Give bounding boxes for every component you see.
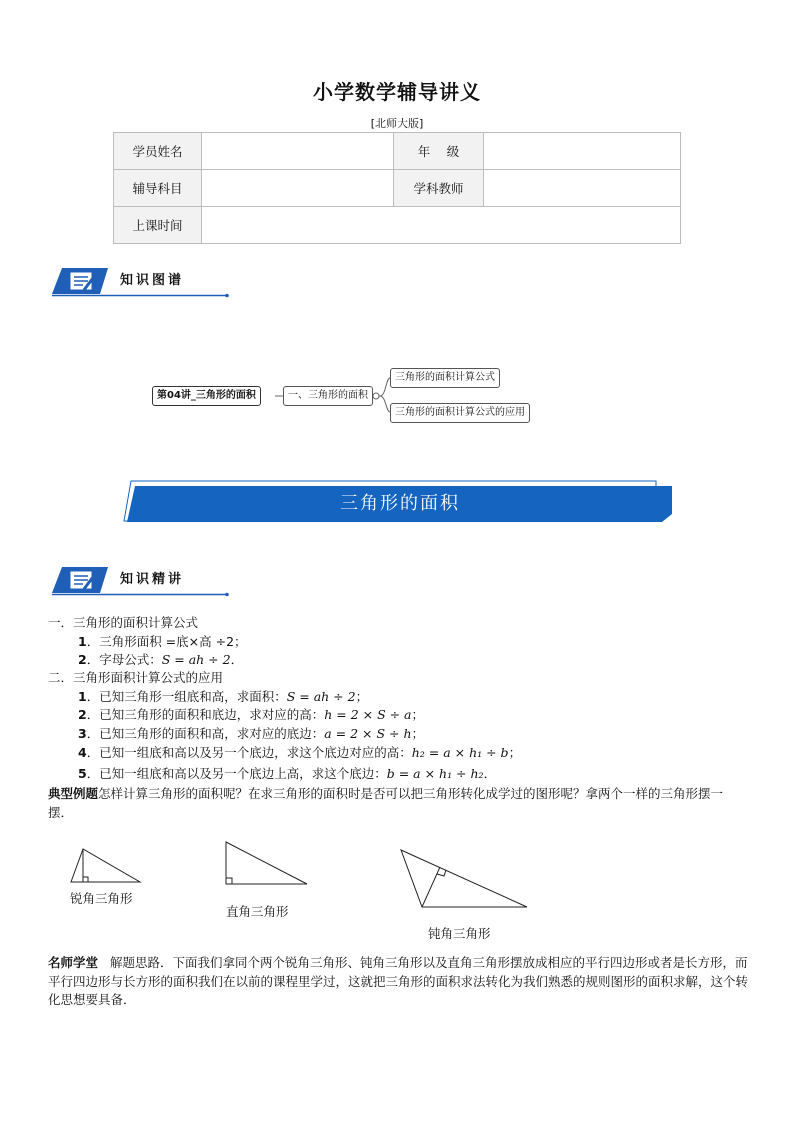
part2-item-4: 4．已知一组底和高以及另一个底边，求这个底边对应的高：h₂ = a × h₁ ÷ b； — [78, 745, 522, 760]
class-time-field[interactable] — [202, 207, 681, 244]
formula: h = 2 × S ÷ a — [324, 707, 412, 722]
formula: a = 2 × S ÷ h — [324, 726, 412, 741]
mindmap-leaf-application: 三角形的面积计算公式的应用 — [390, 403, 530, 423]
part2-item-3: 3．已知三角形的面积和高，求对应的底边：a = 2 × S ÷ h； — [78, 726, 425, 741]
student-name-field[interactable] — [202, 133, 394, 170]
right-triangle-figure — [223, 840, 311, 888]
class-time-label: 上课时间 — [114, 207, 202, 244]
teacher-field[interactable] — [484, 170, 681, 207]
mindmap-leaf-formula: 三角形的面积计算公式 — [390, 368, 500, 388]
example-paragraph: 典型例题怎样计算三角形的面积呢？在求三角形的面积时是否可以把三角形转化成学过的图形呢？拿两个一样的三角形摆一摆． — [48, 786, 724, 820]
caption-right: 直角三角形 — [226, 904, 289, 919]
student-info-table — [113, 132, 681, 244]
student-name-label: 学员姓名 — [114, 133, 202, 170]
mindmap-branch: 一、三角形的面积 — [283, 386, 373, 406]
part2-item-2: 2．已知三角形的面积和底边，求对应的高：h = 2 × S ÷ a； — [78, 707, 425, 722]
section-header-map — [50, 266, 230, 300]
grade-label: 年 级 — [394, 133, 484, 170]
part1-item-1: 1．三角形面积 =底×高 ÷2； — [78, 634, 247, 649]
formula: S = ah ÷ 2 — [161, 652, 231, 667]
part2-item-1: 1．已知三角形一组底和高，求面积：S = ah ÷ 2； — [78, 689, 369, 704]
teacher-label: 名师学堂 — [48, 955, 99, 970]
grade-field[interactable] — [484, 133, 681, 170]
formula: b = a × h₁ ÷ h₂ — [386, 766, 484, 781]
subject-label: 辅导科目 — [114, 170, 202, 207]
caption-acute: 锐角三角形 — [70, 891, 133, 906]
page-title: 小学数学辅导讲义 — [313, 80, 481, 104]
part2-title: 二．三角形面积计算公式的应用 — [48, 670, 224, 685]
section-header-lecture — [50, 565, 230, 599]
teacher-paragraph: 名师学堂 解题思路．下面我们拿同个两个锐角三角形、钝角三角形以及直角三角形摆放成相应的平行四边形或者是长方形，而平行四边形与长方形的面积我们在以前的课程里学过，这就把三角形的面积求法转化为我们熟悉的规则图形的面积求解，这个转化思想要具备． — [48, 955, 749, 1007]
section-title-map: 知识图谱 — [120, 273, 185, 288]
banner-title: 三角形的面积 — [340, 493, 460, 514]
edition-label: [北师大版] — [370, 117, 424, 130]
acute-triangle-figure — [70, 846, 142, 886]
obtuse-triangle-figure — [398, 848, 530, 910]
part1-item-2: 2．字母公式：S = ah ÷ 2． — [78, 652, 244, 667]
part1-title: 一．三角形的面积计算公式 — [48, 615, 199, 630]
example-label: 典型例题 — [48, 786, 99, 801]
caption-obtuse: 钝角三角形 — [428, 926, 491, 941]
part2-item-5: 5．已知一组底和高以及另一个底边上高，求这个底边：b = a × h₁ ÷ h₂． — [78, 766, 497, 781]
subject-field[interactable] — [202, 170, 394, 207]
section-title-lecture: 知识精讲 — [120, 572, 185, 587]
formula: h₂ = a × h₁ ÷ b — [411, 745, 509, 760]
mindmap-root: 第04讲_三角形的面积 — [152, 386, 261, 406]
formula: S = ah ÷ 2 — [286, 689, 356, 704]
teacher-label: 学科教师 — [394, 170, 484, 207]
